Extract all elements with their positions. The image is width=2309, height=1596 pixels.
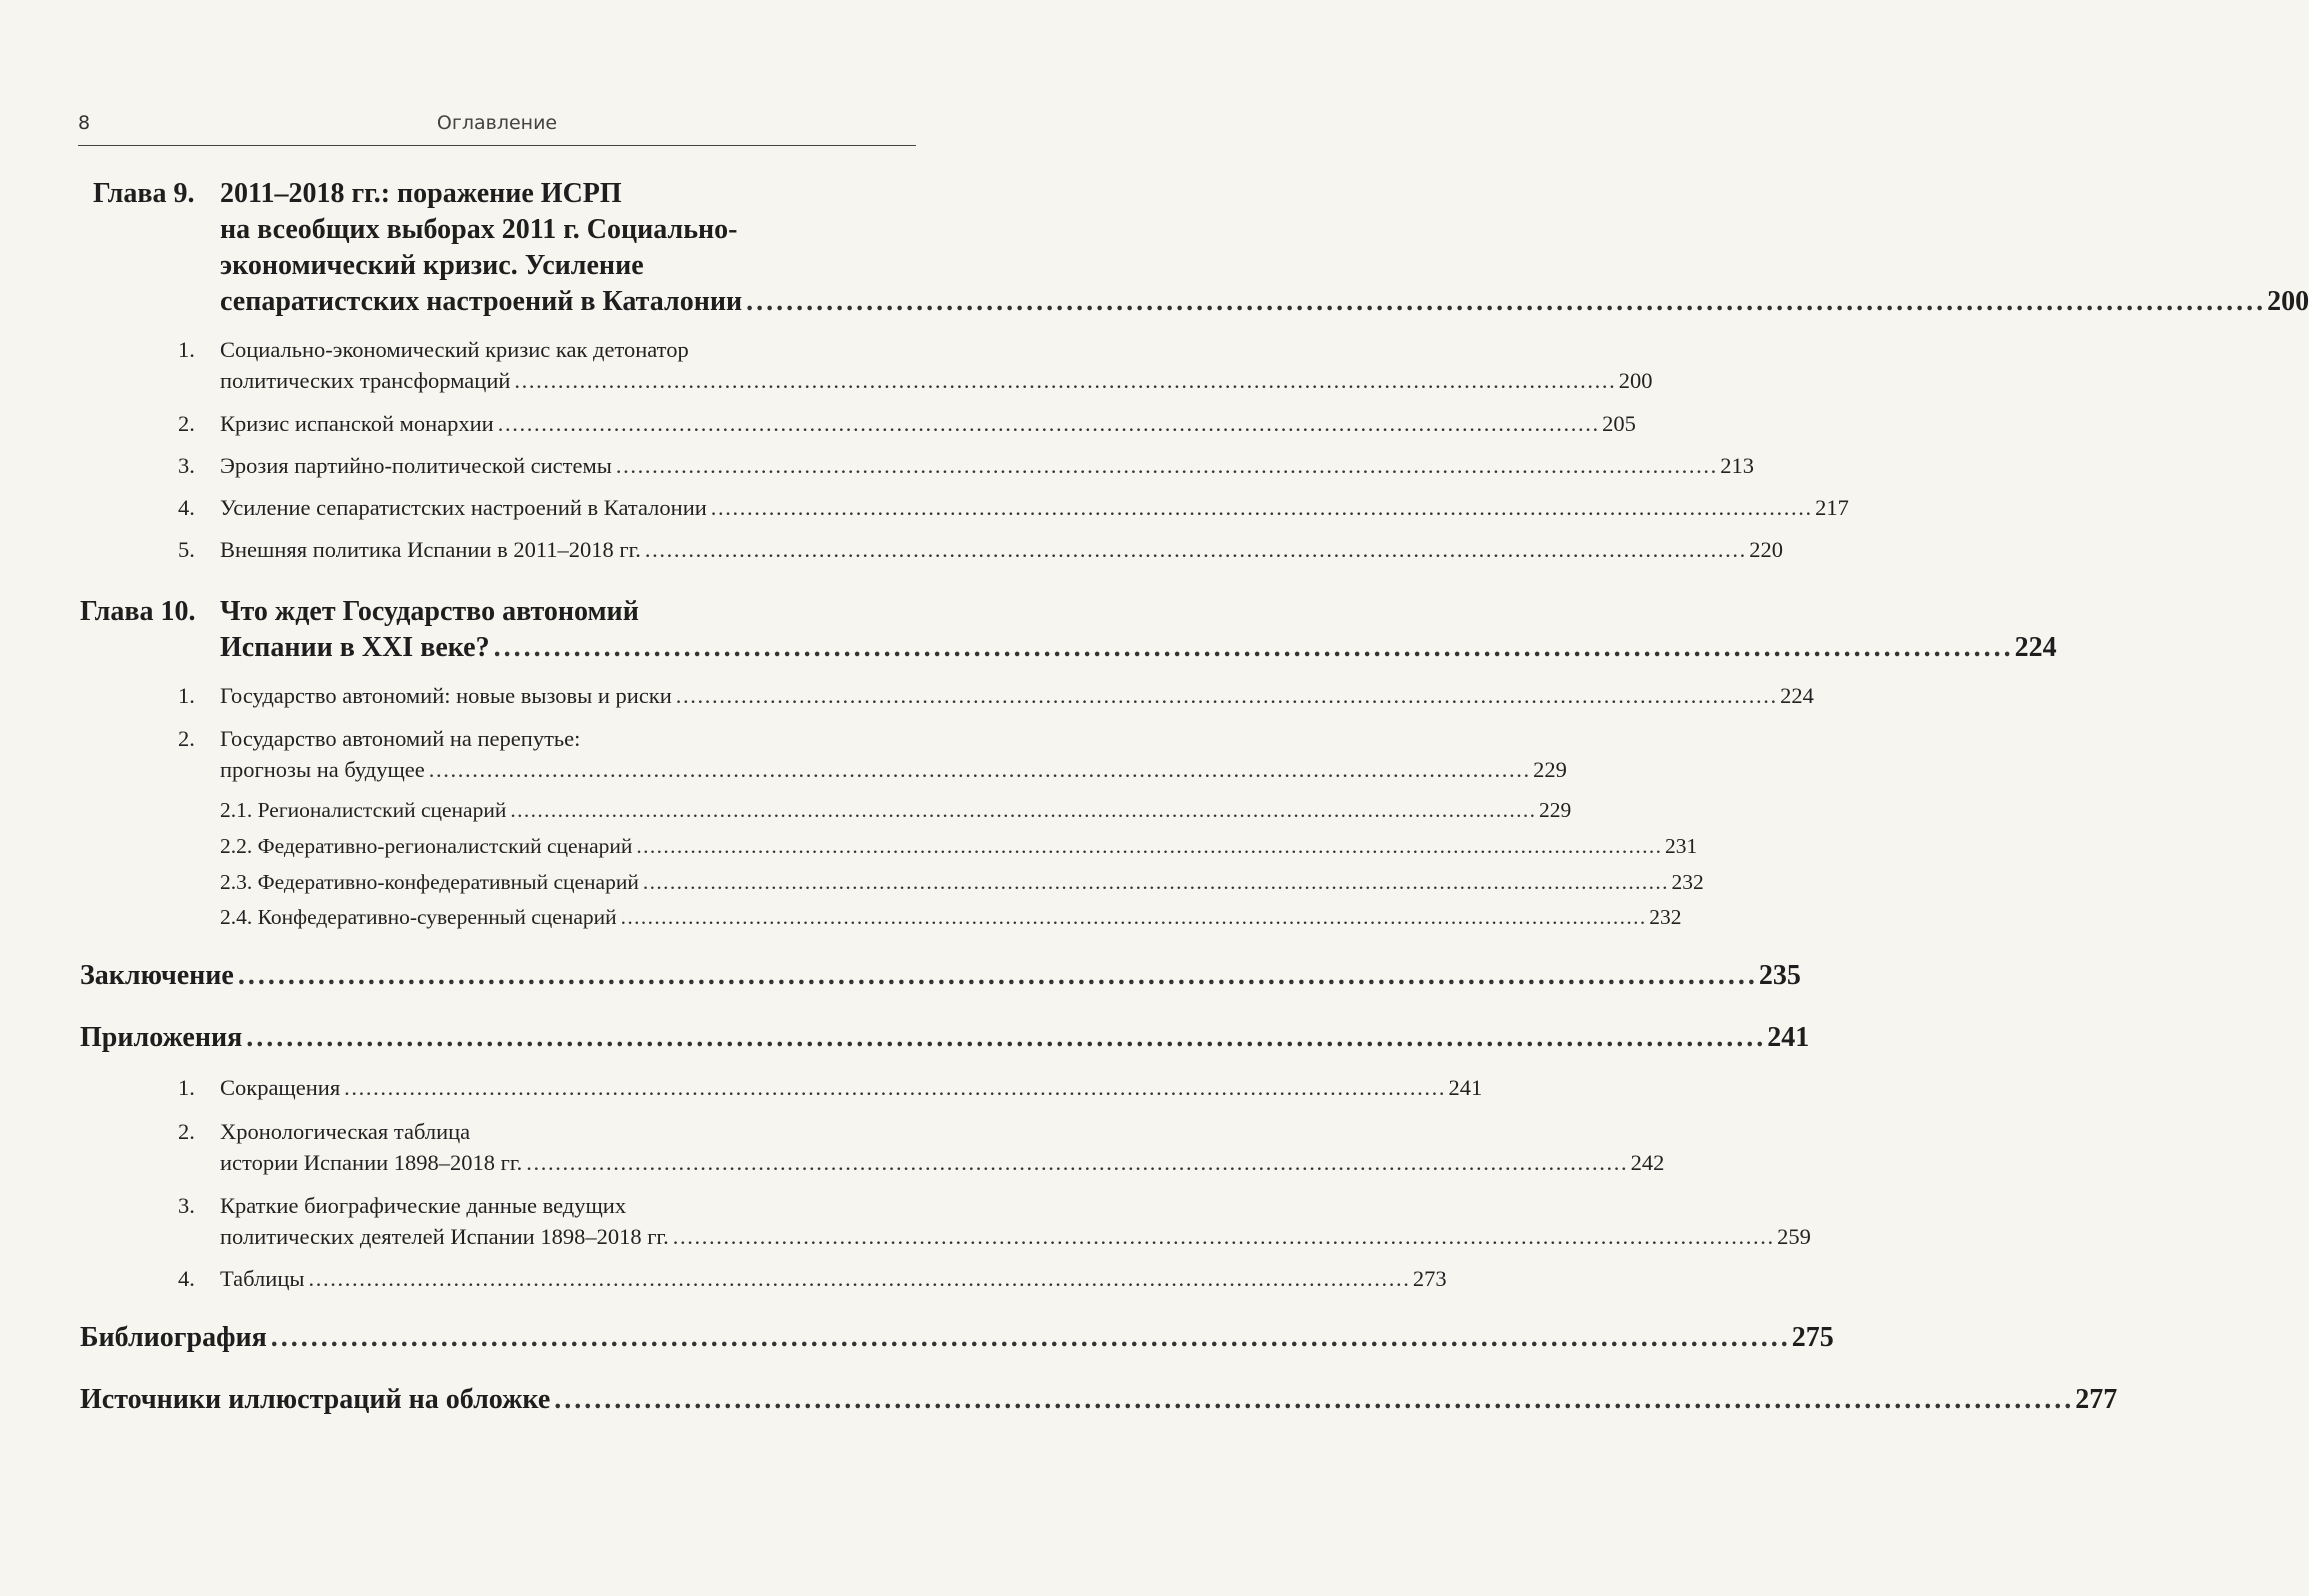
section-title-line: Государство автономий на перепутье: [220,726,581,751]
section-title: истории Испании 1898–2018 гг. [220,1150,523,1175]
section-page: 273 [1412,1266,1447,1291]
subsection-page: 229 [1539,798,1572,822]
section-number: 3. [178,1193,195,1218]
chapter9-label: Глава 9. [93,178,195,209]
section-page: 205 [1602,411,1636,436]
section-title-line: Социально-экономический кризис как детонатор [220,337,689,362]
cover-sources-title: Источники иллюстраций на обложке [80,1384,551,1415]
page-number: 8 [78,112,91,134]
section-title: Эрозия партийно-политической системы [220,453,612,478]
chapter9-title-line: экономический кризис. Усиление [220,250,644,281]
toc-entry-ch10-s2-1[interactable] [220,798,1572,823]
toc-entry-ch9-s1[interactable] [220,368,1653,394]
bibliography-page: 275 [1791,1322,1834,1353]
section-number: 5. [178,537,195,562]
toc-entry-app-3[interactable] [220,1224,1811,1250]
section-title: Таблицы [220,1266,305,1291]
section-page: 259 [1777,1224,1811,1249]
chapter10-title-last: Испании в XXI веке? [220,632,490,663]
subsection-title: 2.1. Регионалистский сценарий [220,798,507,822]
toc-entry-ch9-s4[interactable] [220,495,1849,521]
leader-dots [636,834,1659,859]
section-number: 3. [178,453,195,478]
section-page: 217 [1815,495,1849,520]
section-number: 1. [178,1075,195,1100]
toc-entry-app-1[interactable] [220,1075,1483,1101]
leader-dots [526,1150,1624,1176]
appendices-page: 241 [1767,1022,1810,1053]
chapter9-entry[interactable] [220,286,2309,318]
section-number: 2. [178,1119,195,1144]
leader-dots [271,1322,1786,1354]
toc-entry-ch10-s2[interactable] [220,757,1567,783]
toc-entry-ch10-s1[interactable] [220,683,1814,709]
bibliography-entry[interactable] [80,1322,1834,1354]
leader-dots [643,870,1666,895]
section-title: политических трансформаций [220,368,511,393]
section-title: Кризис испанской монархии [220,411,494,436]
chapter10-label: Глава 10. [80,596,196,627]
leader-dots [616,453,1714,479]
subsection-title: 2.2. Федеративно-регионалистский сценарий [220,834,633,858]
section-title: прогнозы на будущее [220,757,425,782]
leader-dots [676,683,1774,709]
leader-dots [246,1022,1761,1054]
conclusion-entry[interactable] [80,960,1801,992]
section-page: 242 [1630,1150,1665,1175]
header-rule [78,145,916,146]
section-title-line: Краткие биографические данные ведущих [220,1193,627,1218]
conclusion-title: Заключение [80,960,234,991]
section-page: 229 [1533,757,1567,782]
appendices-entry[interactable] [80,1022,1810,1054]
section-title: Внешняя политика Испании в 2011–2018 гг. [220,537,641,562]
leader-dots [429,757,1527,783]
section-title-line: Хронологическая таблица [220,1119,471,1144]
chapter9-title-last: сепаратистских настроений в Каталонии [220,286,743,317]
chapter9-page: 200 [2267,286,2309,317]
leader-dots [510,798,1533,823]
leader-dots [554,1384,2069,1416]
toc-entry-ch10-s2-2[interactable] [220,834,1698,859]
chapter10-title-line: Что ждет Государство автономий [220,596,639,627]
leader-dots [498,411,1596,437]
section-number: 4. [178,1266,195,1291]
leader-dots [238,960,1753,992]
section-page: 220 [1749,537,1784,562]
subsection-page: 232 [1671,870,1704,894]
subsection-page: 231 [1665,834,1698,858]
section-title: Государство автономий: новые вызовы и риски [220,683,672,708]
leader-dots [746,286,2261,318]
conclusion-page: 235 [1758,960,1801,991]
running-title: Оглавление [436,112,558,134]
leader-dots [673,1224,1771,1250]
leader-dots [309,1266,1407,1292]
leader-dots [514,368,1612,394]
section-number: 2. [178,411,195,436]
chapter10-entry[interactable] [220,632,2057,664]
leader-dots [344,1075,1442,1101]
cover-sources-entry[interactable] [80,1384,2118,1416]
leader-dots [621,905,1644,930]
toc-entry-ch9-s3[interactable] [220,453,1754,479]
section-number: 4. [178,495,195,520]
toc-entry-app-2[interactable] [220,1150,1665,1176]
bibliography-title: Библиография [80,1322,267,1353]
section-title: Усиление сепаратистских настроений в Каталонии [220,495,707,520]
toc-entry-ch9-s5[interactable] [220,537,1784,563]
toc-entry-ch9-s2[interactable] [220,411,1636,437]
section-number: 1. [178,337,195,362]
section-page: 213 [1720,453,1754,478]
subsection-title: 2.4. Конфедеративно-суверенный сценарий [220,905,617,929]
section-title: политических деятелей Испании 1898–2018 гг. [220,1224,669,1249]
chapter10-page: 224 [2014,632,2057,663]
cover-sources-page: 277 [2075,1384,2118,1415]
leader-dots [711,495,1809,521]
section-page: 200 [1618,368,1653,393]
leader-dots [645,537,1743,563]
section-number: 2. [178,726,195,751]
section-number: 1. [178,683,195,708]
appendices-title: Приложения [80,1022,243,1053]
chapter9-title-line: на всеобщих выборах 2011 г. Социально- [220,214,738,245]
toc-entry-ch10-s2-3[interactable] [220,870,1704,895]
toc-entry-ch10-s2-4[interactable] [220,905,1682,930]
section-title: Сокращения [220,1075,341,1100]
section-page: 241 [1448,1075,1483,1100]
chapter9-title-line: 2011–2018 гг.: поражение ИСРП [220,178,622,209]
section-page: 224 [1780,683,1814,708]
page-header [78,112,916,142]
leader-dots [494,632,2009,664]
subsection-title: 2.3. Федеративно-конфедеративный сценарий [220,870,639,894]
subsection-page: 232 [1649,905,1682,929]
toc-entry-app-4[interactable] [220,1266,1447,1292]
